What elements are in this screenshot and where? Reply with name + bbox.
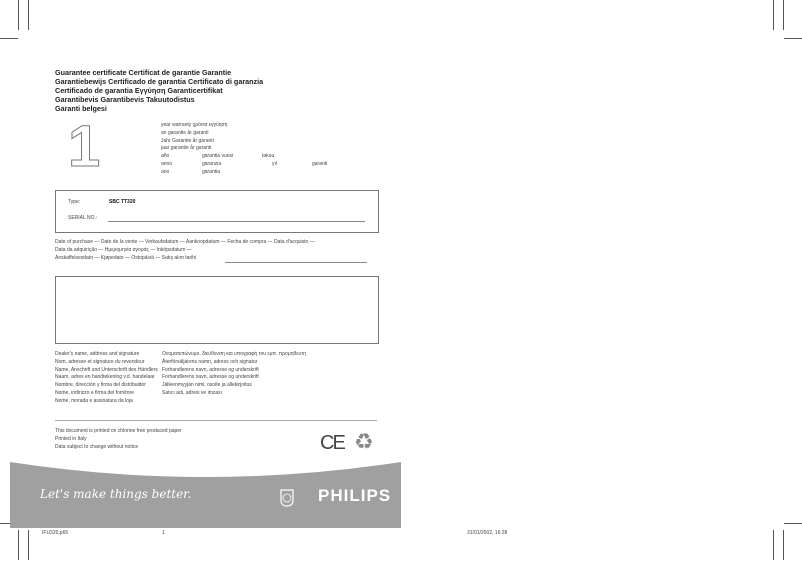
purchase-date-labels [55, 239, 315, 262]
dealer-line: Nome, indirizzo e firma del fornitore [55, 389, 134, 396]
crop-mark [773, 0, 774, 30]
warranty-cell: yıl [272, 160, 277, 167]
warranty-text [161, 122, 227, 153]
title-line: Garanti belgesi [55, 104, 107, 113]
dealer-line: Nom, adresse et signature du revendeur [55, 358, 145, 365]
crop-mark [783, 0, 784, 30]
ce-mark-icon: CE [320, 432, 344, 454]
recycle-icon: ♻ [354, 429, 374, 454]
dealer-line: Name, Anschrift und Unterschrift des Händlers [55, 366, 158, 373]
warranty-line: jaar garantie år garanti [161, 145, 212, 152]
serial-label: SERIAL NO.: [68, 215, 98, 221]
divider [55, 420, 377, 421]
philips-shield-icon [280, 489, 294, 507]
dealer-line: Ονοματεπώνυμο, διεύθυνση και υπογραφή του εμπ. προμηθευτη [162, 351, 306, 357]
philips-logo: PHILIPS [318, 486, 392, 505]
product-info-box [55, 190, 379, 233]
warranty-cell: garanti [312, 160, 328, 167]
warranty-cell: anno [161, 160, 173, 167]
certificate-title [55, 68, 263, 113]
footer-page: 1 [162, 530, 165, 536]
warranty-cell: garanzia [202, 160, 222, 167]
crop-mark [773, 530, 774, 560]
warranty-line: year warranty χρόνια εγγύηση [161, 122, 228, 128]
crop-mark [28, 530, 29, 560]
crop-mark [18, 0, 19, 30]
warranty-line: an garantie år garanti [161, 129, 209, 136]
slogan: Let's make things better. [40, 487, 192, 501]
dealer-line: Dealer's name, address and signature [55, 351, 140, 357]
note-line: Printed in Italy [55, 435, 87, 442]
title-line: Garantiebewijs Certificado de garantia Certificato di garanzia [55, 77, 264, 86]
purchase-line: Data da adquirição — Ημερομηνία αγοράς — Inköpsdatum — [55, 246, 192, 253]
purchase-line: Date of purchase — Date de la vente — Verkaufsdatum — Aankoopdatum — Fecha de compra — Data d'acquisto — [55, 239, 315, 245]
note-line: Data subject to change without notice [55, 443, 139, 450]
dealer-line: Forhandlerens navn, adresse og underskrift [162, 366, 259, 373]
warranty-years-number: 1 [68, 114, 101, 179]
dealer-line: Jälleenmyyjän nimi, osoite ja allekirjoitus [162, 382, 252, 389]
warranty-cell: ano [161, 168, 170, 175]
warranty-cell: garantia vuosi [202, 153, 234, 159]
dealer-stamp-box[interactable] [55, 276, 379, 344]
dealer-line: Satıcı adı, adresi ve imzası [162, 389, 223, 396]
note-line: This document is printed on chlorine free produced paper [55, 428, 182, 434]
dealer-labels-right [162, 351, 306, 398]
dealer-line: Nombre, dirección y firma del distribuidor [55, 382, 146, 389]
warranty-cell: año [161, 153, 170, 159]
crop-mark [18, 530, 19, 560]
warranty-cell: takuu [262, 153, 275, 159]
crop-mark [28, 0, 29, 30]
dealer-line: Återförsäljarens namn, adress och signatur [162, 358, 258, 365]
type-value: SBC TT320 [109, 199, 136, 205]
dealer-line: Naam, adres en handtekening v.d. handelaar [55, 374, 155, 381]
serial-number-field[interactable] [108, 221, 365, 222]
footer-filename: IFU320.p65 [42, 530, 69, 536]
dealer-line: Nome, morada e assinatura da loja [55, 397, 133, 404]
warranty-cell: garantia [202, 168, 221, 175]
footer-date: 31/01/2002, 16:28 [467, 530, 508, 536]
crop-mark [784, 38, 802, 39]
crop-mark [0, 38, 18, 39]
notes [55, 428, 182, 451]
purchase-line: Anskaffelsesdato — Kjøpedato — Ostopäivä — Satış alım tarihi [55, 254, 197, 261]
title-line: Garantibevis Garantibevis Takuutodistus [55, 95, 195, 104]
dealer-line: Forhandlerens navn, adresse og underskrift [162, 374, 259, 381]
type-label: Type: [68, 199, 81, 205]
crop-mark [784, 523, 802, 524]
warranty-line: Jahr Garantie år garanti [161, 137, 214, 144]
dealer-labels-left [55, 351, 158, 406]
title-line: Certificado de garantia Εγγύηση Garanticertifikat [55, 86, 223, 95]
purchase-date-field[interactable] [225, 262, 367, 263]
title-line: Guarantee certificate Certificat de garantie Garantie [55, 68, 232, 77]
crop-mark [783, 530, 784, 560]
